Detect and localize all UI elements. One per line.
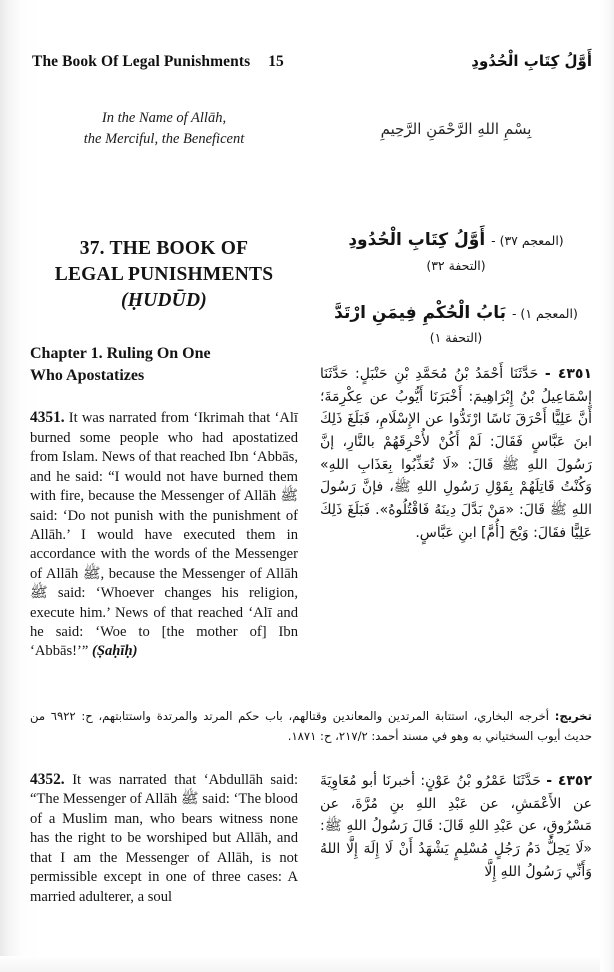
hadith-4352-number: 4352. [30, 771, 65, 788]
chapter-heading-arabic-sub: (التحفة ١) [429, 330, 483, 345]
basmala-arabic: بِسْمِ اللهِ الرَّحْمَنِ الرَّحِيمِ [380, 120, 532, 138]
hadith-4351-arabic-text: حَدَّثَنَا أَحْمَدُ بْنُ مُحَمَّدِ بْنِ حَنْبَلٍ: حَدَّثَنَا إِسْمَاعِيلُ بْنُ إِبْرَاهِيمَ: أَخْبَرَنَا أَيُّوبُ عن عِكْرِمَةَ؛ أَنَّ عَلِيًّا أَحْرَقَ نَاسًا ارْتَدُّوا عن الإِسْلَامِ، فَبَلَغَ ذَلِكَ ابنَ عَبَّاسٍ فَقَالَ: لَمْ أَكُنْ لأُحْرِقَهُمْ بالنَّارِ، إنَّ رَسُولَ اللهِ ﷺ قَالَ: «لَا تُعَذِّبُوا بِعَذَابِ اللهِ» وَكُنْتُ قَاتِلَهُمْ بِقَوْلِ رَسُولِ اللهِ ﷺ، فإنَّ رَسُولَ اللهِ ﷺ قَالَ: «مَنْ بَدَّلَ دِينَهُ فَاقْتُلُوهُ». فَبَلَغَ ذَلِكَ عَلِيًّا فقَالَ: وَيْحَ [أُمَّ] ابنِ عَبَّاسٍ. [320, 366, 592, 541]
hadith-4352-arabic-text: حَدَّثَنَا عَمْرُو بْنُ عَوْنٍ: أخبرنَا أبو مُعَاوِيَةَ عن الأَعْمَشِ، عن عَبْدِ اللهِ بنِ مُرَّةَ، عن مَسْرُوقٍ، عن عَبْدِ اللهِ قَالَ: قَالَ رَسُولُ اللهِ ﷺ: «لَا يَحِلُّ دَمُ رَجُلٍ مُسْلِمٍ يَشْهَدُ أَنْ لَا إِلَهَ إِلَّا اللهُ وَأَنِّي رَسُولُ اللهِ إِلَّا [320, 773, 592, 880]
hadith-4351-grade: (Ṣaḥīḥ) [92, 643, 138, 660]
chapter-heading-arabic-main-line [320, 301, 592, 327]
running-header-book-title: The Book Of Legal Punishments [32, 53, 251, 70]
running-header [32, 52, 592, 76]
chapter-heading-arabic-prefix: (المعجم ١) - [511, 305, 578, 321]
chapter-heading-arabic [320, 301, 592, 346]
arabic-column [320, 98, 592, 558]
hadith-4351-arabic [320, 363, 592, 544]
chapter-heading-line1: Chapter 1. Ruling On One [30, 345, 211, 363]
basmala-english-line2: the Merciful, the Beneficent [83, 131, 245, 148]
english-column-lower [30, 770, 298, 922]
hadith-4352-arabic [320, 770, 592, 883]
book-heading-arabic-main-line [320, 228, 592, 254]
takhrij-footnote [30, 706, 592, 747]
chapter-heading-english [30, 343, 298, 386]
basmala-english-line1: In the Name of Allāh, [101, 110, 227, 126]
takhrij-label: تخريج: [554, 709, 592, 723]
hadith-4352-english-text: It was narrated that ‘Abdullāh said: “The Messenger of Allāh ﷺ said: ‘The blood of a Muslim man, who bears witness none has the right to be worshiped but Allāh, and that I am the Messenger of Allāh, is not permissible except in one of three cases: A married adulterer, a soul [30, 772, 298, 905]
book-heading-arabic-sub: (التحفة ٣٢) [426, 257, 486, 273]
basmala-english [30, 98, 298, 150]
page-number: 15 [268, 53, 284, 70]
book-heading-line1: 37. THE BOOK OF [79, 238, 249, 260]
running-header-arabic-title: أَوَّلُ كِتَابِ الْحُدُودِ [471, 52, 592, 70]
book-heading-line3: (ḤUDŪD) [121, 289, 207, 311]
chapter-heading-arabic-main: بَابُ الْحُكْمِ فِيمَنِ ارْتَدَّ [334, 302, 507, 323]
arabic-column-lower [320, 770, 592, 897]
hadith-4351-arabic-number: ٤٣٥١ - [544, 366, 592, 382]
running-header-left [32, 53, 284, 71]
english-column [30, 98, 298, 676]
hadith-4351-english-text: It was narrated from ‘Ikrimah that ‘Alī burned some people who had apostatized from Islam. News of that reached Ibn ‘Abbās, and he said: “I would not have burned them with fire, because the Messenger of Allāh ﷺ said: ‘Do not punish with the punishment of Allāh.’ I would have executed them in accordance with the words of the Messenger of Allāh ﷺ, because the Messenger of Allāh ﷺ said: ‘Whoever changes his religion, execute him.’ News of that reached ‘Alī and he said: ‘Woe to [the mother of] Ibn ‘Abbās!’” [30, 410, 298, 660]
book-heading-arabic [320, 228, 592, 273]
hadith-4352-arabic-number: ٤٣٥٢ - [546, 773, 593, 789]
chapter-heading-line2: Who Apostatizes [30, 366, 145, 384]
book-heading-line2: LEGAL PUNISHMENTS [54, 263, 274, 285]
hadith-4351-english [30, 408, 298, 661]
book-heading-arabic-prefix: (المعجم ٣٧) - [491, 233, 564, 248]
hadith-4351-number: 4351. [30, 409, 65, 427]
book-heading-arabic-main: أَوَّلُ كِتَابِ الْحُدُودِ [348, 230, 486, 250]
hadith-4352-english [30, 770, 298, 907]
book-heading-english [30, 236, 298, 313]
takhrij-text: أخرجه البخاري، استتابة المرتدين والمعاندين وقتالهم، باب حكم المرتد والمرتدة واستتابتهم، ح: ٦٩٢٢ من حديث أيوب السختياني به وهو في مسند أحمد: ٢١٧/٢، ح: ١٨٧١. [30, 709, 592, 744]
